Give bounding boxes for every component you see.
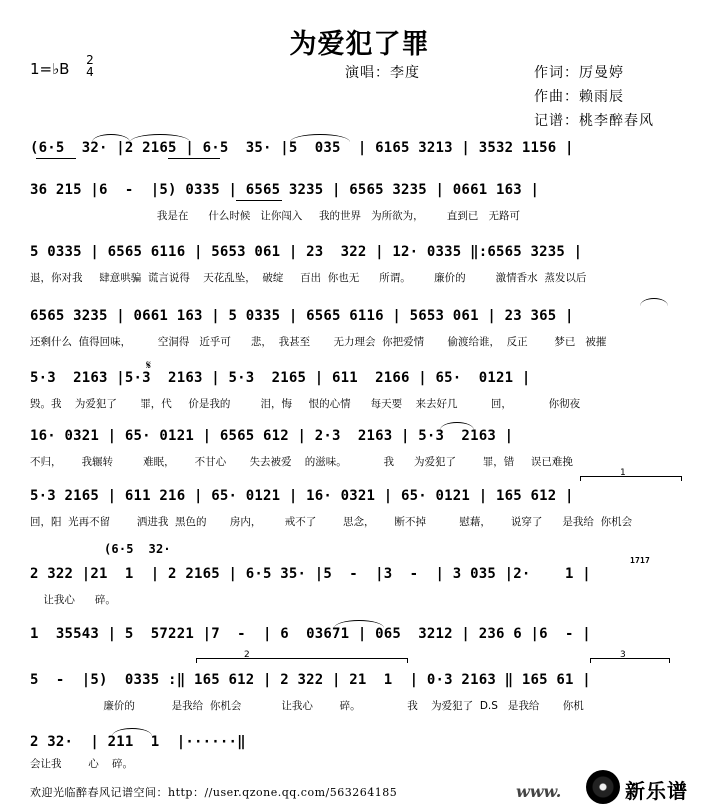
volta-number: 1 (620, 468, 626, 478)
lyricist-credit: 作词：厉曼婷 (534, 65, 624, 81)
lyric-line: 毁。我 为爱犯了 罪，代 价是我的 泪，悔 恨的心情 每天要 来去好几 回， 你彻夜 (30, 398, 581, 410)
song-title: 为爱犯了罪 (289, 29, 430, 60)
notation-line: 2 322 |21 1 | 2 2165 | 6·5 35· |5 - |3 - | 3 035 |2· 1 | (30, 566, 591, 582)
lyric-line: 让我心 碎。 (30, 594, 116, 606)
lyric-line: 回，阳 光再不留 洒进我 黑色的 房内， 戒不了 思念， 断不掉 慰藉， 说穿了 是我给 你机会 (30, 516, 633, 528)
slur (440, 422, 474, 430)
notation-line: 5 - |5) 0335 :‖ 165 612 | 2 322 | 21 1 | 0·3 2163 ‖ 165 61 | (30, 672, 591, 688)
underline (168, 158, 220, 159)
volta-bracket-3 (590, 658, 670, 663)
grace-notes: 1717 (630, 556, 651, 565)
volta-number: 3 (620, 650, 626, 660)
notation-line: 5·3 2163 |5·3 2163 | 5·3 2165 | 611 2166 | 65· 0121 | (30, 370, 531, 386)
composer-credit: 作曲：赖雨辰 (534, 89, 624, 105)
notation-line: 5 0335 | 6565 6116 | 5653 061 | 23 322 | 12· 0335 ‖:6565 3235 | (30, 244, 583, 260)
notation-line: 5·3 2165 | 611 216 | 65· 0121 | 16· 0321 | 65· 0121 | 165 612 | (30, 488, 574, 504)
time-bottom: 4 (86, 65, 94, 79)
notation-line: 36 215 |6 - |5) 0335 | 6565 3235 | 6565 3235 | 0661 163 | (30, 182, 540, 198)
lyric-line: 退，你对我 肆意哄骗 谎言说得 天花乱坠， 破绽 百出 你也无 所谓。 廉价的 激情香水 蒸发以后 (30, 272, 587, 284)
volta-number: 2 (244, 650, 250, 660)
intro-recall: (6·5 32· (104, 542, 171, 556)
slur (130, 134, 190, 142)
watermark-text: www. (516, 782, 562, 801)
slur (640, 298, 668, 306)
volta-bracket-2 (196, 658, 408, 663)
time-signature (84, 54, 96, 78)
underline (36, 158, 76, 159)
key-signature: 1=♭B (30, 60, 70, 78)
lyric-line: 会让我 心 碎。 (30, 758, 134, 770)
singer-credit: 演唱：李度 (345, 65, 420, 81)
vinyl-record-icon (586, 770, 620, 804)
volta-bracket-1 (580, 476, 682, 481)
slur (290, 134, 350, 142)
lyric-line: 还剩什么 值得回味， 空洞得 近乎可 悲， 我甚至 无力理会 你把爱情 偷渡给谁， 反正 梦已 被摧 (30, 336, 607, 348)
notation-line: 2 32· | 211 1 |······‖ (30, 734, 246, 750)
slur (112, 728, 152, 736)
segno-mark: 𝄋 (146, 358, 152, 372)
underline (236, 200, 282, 201)
slur (334, 620, 384, 628)
notation-line: 6565 3235 | 0661 163 | 5 0335 | 6565 6116 | 5653 061 | 23 365 | (30, 308, 574, 324)
transcriber-credit: 记谱：桃李醉春风 (534, 113, 654, 129)
lyric-line: 不归， 我辗转 难眠， 不甘心 失去被爱 的滋味。 我 为爱犯了 罪，错 误已难挽 (30, 456, 573, 468)
notation-line: 1 35543 | 5 57221 |7 - | 6 03671 | 065 3212 | 236 6 |6 - | (30, 626, 591, 642)
notation-line: 16· 0321 | 65· 0121 | 6565 612 | 2·3 2163 | 5·3 2163 | (30, 428, 514, 444)
slur (92, 134, 130, 142)
site-logo: 新乐谱 (625, 779, 688, 803)
time-top: 2 (86, 53, 94, 67)
lyric-line: 廉价的 是我给 你机会 让我心 碎。 我 为爱犯了 D.S 是我给 你机 (30, 700, 584, 712)
lyric-line: 我是在 什么时候 让你闯入 我的世界 为所欲为， 直到已 无路可 (30, 210, 520, 222)
footer-link-text: 欢迎光临醉春风记谱空间：http：//user.qzone.qq.com/563264185 (30, 786, 398, 799)
notation-line: (6·5 32· |2 2165 | 6·5 35· |5 035 | 6165 3213 | 3532 1156 | (30, 140, 574, 156)
